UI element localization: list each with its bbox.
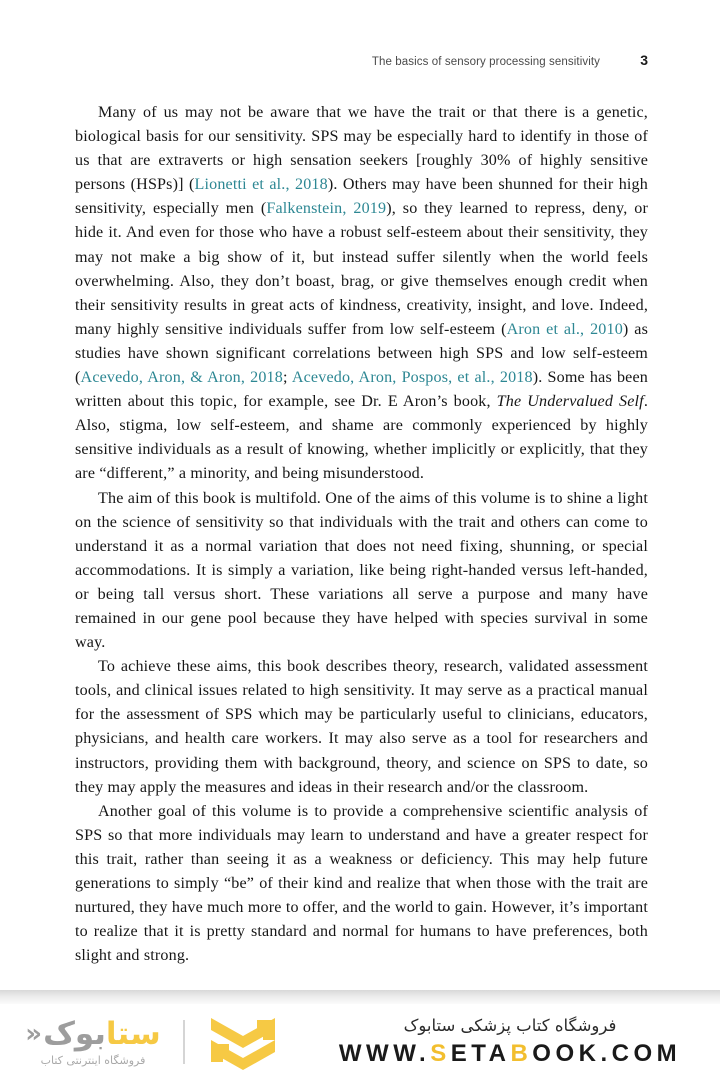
body-text-run: ), so they learned to repress, deny, or hide it. And even for those who have a robust self-esteem about their sensitivity, they may not make a big show of it, but instead suffer silently when the world feels overwhelming. Also, they don’t boast, brag, or give themselves enough credit when their sensitivity results in great acts of kindness, creativity, insight, and love. Indeed, many highly sensitive individuals suffer from low self-esteem ( [75,200,648,338]
brand-divider [183,1020,185,1064]
footer-divider [0,990,720,1004]
brand-wordmark-yellow-part: ستا [105,1015,161,1052]
url-segment-2: ETA [450,1040,511,1067]
website-url[interactable] [339,1040,681,1068]
citation-link[interactable]: Falkenstein, 2019 [266,200,387,218]
body-text-run: The aim of this book is multifold. One of the aims of this volume is to shine a light on the science of sensitivity so that individuals with the trait and others can come to understand it as a normal variation that does not need fixing, shunning, or special accommodations. It is simply a variation, like being right-handed versus left-handed, or being tall versus short. These variations all serve a purpose and many have remained in our gene pool because they have helped with species survival in some way. [75,489,648,652]
brand-wordmark [25,1015,161,1067]
double-chevron-left-icon: « [25,1019,42,1049]
body-text-run: ) as studies have shown significant correlations between high SPS and low self-esteem ( [75,320,648,387]
running-head [72,52,648,72]
citation-link[interactable]: Lionetti et al., 2018 [194,176,328,194]
url-segment-3: OOK.COM [532,1040,682,1067]
running-head-title: The basics of sensory processing sensitivity [371,56,600,68]
double-chevron-s-mark-icon [207,1014,279,1070]
paragraph [75,800,648,969]
brand-tagline: فروشگاه اینترنتی کتاب [40,1053,146,1067]
brand-lockup-left [0,1014,310,1070]
paragraph [75,655,648,800]
body-text-column [75,101,648,968]
paragraph [75,487,648,656]
book-title-italic: The Undervalued Self [496,393,644,411]
body-text-run: ). Some has been written about this topic, for example, see Dr. E Aron’s book, [75,369,648,411]
brand-lockup-right [310,1016,720,1068]
url-accent-s: S [430,1040,451,1067]
body-text-run: ). Others may have been shunned for their high sensitivity, especially men ( [75,176,648,218]
brand-wordmark-row [25,1015,161,1052]
body-text-run: ; [282,369,292,387]
watermark-footer-banner [0,990,720,1080]
body-text-run: Another goal of this volume is to provide a comprehensive scientific analysis of SPS so that more individuals may learn to understand and have a greater respect for this trait, rather than seeing it as a weakness or deficiency. This may help future generations to simply “be” of their kind and realize that when those with the trait are nurtured, they have much more to offer, and the world to gain. However, it’s important to realize that it is pretty standard and normal for humans to have preferences, both slight and strong. [75,802,648,965]
brand-wordmark-gray-part: بوک [43,1015,106,1052]
body-text-run: To achieve these aims, this book describes theory, research, validated assessment tools, and clinical issues related to high sensitivity. It may serve as a practical manual for the assessment of SPS which may be particularly useful to clinicians, educators, physicians, and health care workers. It may also serve as a tool for researchers and instructors, providing them with background, theory, and science on SPS to date, so they may apply the measures and ideas in their research and/or the classroom. [75,658,648,796]
store-name-persian: فروشگاه کتاب پزشکی ستابوک [403,1016,617,1035]
citation-link[interactable]: Acevedo, Aron, & Aron, 2018 [80,369,283,387]
body-text-run: . Also, stigma, low self-esteem, and shame are commonly experienced by highly sensitive individuals as a result of knowing, whether implicitly or explicitly, that they are “different,” a minority, and being misunderstood. [75,393,649,483]
citation-link[interactable]: Acevedo, Aron, Pospos, et al., 2018 [291,369,533,387]
page-number: 3 [640,52,648,68]
url-accent-b: B [510,1040,533,1067]
paragraph [75,101,648,487]
url-segment-1: WWW. [338,1040,431,1067]
citation-link[interactable]: Aron et al., 2010 [506,320,623,338]
footer-content [0,1004,720,1080]
body-text-run: Many of us may not be aware that we have the trait or that there is a genetic, biological basis for our sensitivity. SPS may be especially hard to identify in those of us that are extraverts or high sensation seekers [roughly 30% of highly sensitive persons (HSPs)] ( [75,104,648,194]
